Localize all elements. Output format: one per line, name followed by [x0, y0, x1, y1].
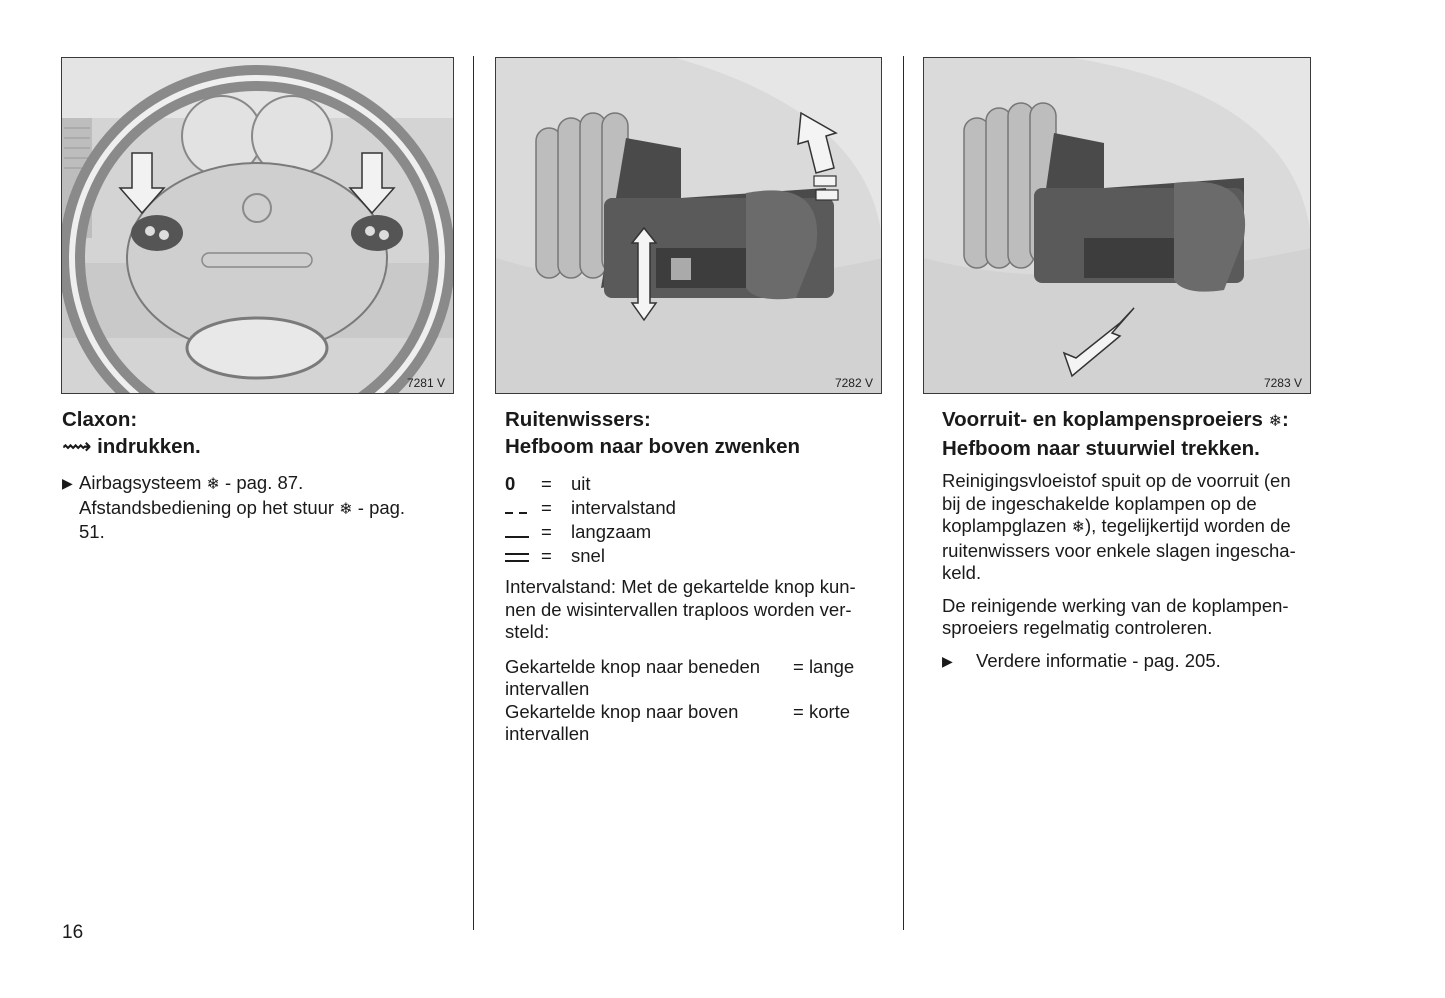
- paragraph-line: bij de ingeschakelde koplampen op de: [942, 492, 1257, 514]
- washers-heading: Voorruit- en koplampensproeiers ❄: Hefboom naar stuurwiel trekken.: [942, 406, 1322, 462]
- page-number: 16: [62, 922, 84, 943]
- interval-line: Intervalstand: Met de gekartelde knop kun-: [505, 576, 856, 597]
- paragraph-line: De reinigende werking van de koplampen-: [942, 594, 1289, 616]
- bullet-text: Verdere informatie - pag. 205.: [976, 649, 1221, 671]
- legend-eq: =: [541, 472, 552, 494]
- column-washers: [942, 406, 1322, 672]
- option-snowflake-icon: ❄: [1268, 413, 1282, 430]
- bullet-text: - pag.: [357, 496, 406, 518]
- legend-symbol: [505, 497, 541, 520]
- legend-eq: =: [541, 520, 552, 542]
- interval-row: [505, 701, 890, 746]
- interval-label: Gekartelde knop naar boven: [505, 700, 739, 722]
- washers-subtitle: Hefboom naar stuurwiel trekken.: [942, 437, 1260, 460]
- figure-code: 7282 V: [834, 376, 873, 390]
- legend-symbol: [505, 521, 541, 544]
- interval-value: = korte: [793, 700, 851, 722]
- horn-action: indrukken.: [97, 435, 201, 458]
- interval-label: Gekartelde knop naar beneden: [505, 655, 761, 677]
- single-line-icon: [505, 536, 529, 538]
- paragraph-line: koplampglazen: [942, 515, 1067, 536]
- wipers-title: Ruitenwissers:: [505, 408, 651, 431]
- figure-steering-wheel: [61, 57, 454, 394]
- horn-icon: ⟿: [62, 435, 92, 458]
- paragraph-line: keld.: [942, 562, 982, 583]
- wiper-lever-illustration: [496, 58, 882, 394]
- option-snowflake-icon: ❄: [339, 500, 353, 518]
- legend-eq: =: [541, 544, 552, 566]
- interval-paragraph: [505, 576, 890, 644]
- bullet-arrow-icon: ▶: [942, 652, 953, 669]
- legend-text: uit: [571, 472, 591, 494]
- dashed-line-icon: [505, 512, 529, 514]
- legend-row: [505, 496, 890, 520]
- paragraph-line: Reinigingsvloeistof spuit op de voorruit (en: [942, 470, 1291, 491]
- paragraph-line: ruitenwissers voor enkele slagen ingescha-: [942, 539, 1296, 561]
- interval-table: [505, 656, 890, 746]
- figure-wiper-lever-up: [495, 57, 882, 394]
- legend-text: langzaam: [571, 520, 652, 542]
- legend-eq: =: [541, 496, 552, 518]
- washers-title: Voorruit- en koplampensproeiers: [942, 408, 1263, 431]
- legend-symbol: [505, 545, 541, 568]
- figure-code: 7283 V: [1263, 376, 1302, 390]
- wipers-heading: [505, 406, 890, 460]
- legend-symbol: 0: [505, 472, 516, 494]
- double-line-icon: [505, 553, 529, 562]
- paragraph-line: sproeiers regelmatig controleren.: [942, 617, 1213, 638]
- horn-title: Claxon:: [62, 408, 138, 431]
- column-divider-1: [473, 56, 474, 930]
- legend-row: [505, 544, 890, 568]
- horn-heading: [62, 406, 452, 460]
- bullet-text: Airbagsysteem: [79, 472, 202, 493]
- paragraph-line: ), tegelijkertijd worden de: [1085, 515, 1291, 536]
- legend-text: intervalstand: [571, 496, 676, 518]
- legend-row: [505, 472, 890, 496]
- interval-row: [505, 656, 890, 701]
- figure-code: 7281 V: [406, 376, 445, 390]
- column-horn: [62, 406, 452, 544]
- interval-cont: intervallen: [505, 723, 590, 744]
- column-wipers: [505, 406, 890, 746]
- interval-line: steld:: [505, 621, 550, 642]
- bullet-text: - pag. 87.: [225, 472, 304, 493]
- figure-wiper-lever-pull: [923, 57, 1311, 394]
- bullet-text: 51.: [79, 521, 105, 542]
- washer-lever-illustration: [924, 58, 1311, 394]
- column-divider-2: [903, 56, 904, 930]
- bullet-arrow-icon: ▶: [62, 475, 73, 491]
- bullet-text: Afstandsbediening op het stuur: [79, 496, 335, 518]
- interval-line: nen de wisintervallen traploos worden ver-: [505, 598, 852, 620]
- legend-text: snel: [571, 544, 605, 566]
- washers-paragraph-2: [942, 595, 1322, 640]
- legend-row: [505, 520, 890, 544]
- washers-bullet: [942, 650, 1322, 673]
- option-snowflake-icon: ❄: [206, 476, 220, 493]
- wiper-legend: [505, 472, 890, 568]
- washers-paragraph-1: [942, 470, 1322, 585]
- option-snowflake-icon: ❄: [1071, 519, 1085, 536]
- interval-cont: intervallen: [505, 678, 590, 699]
- interval-value: = lange: [793, 655, 855, 677]
- horn-bullet: [62, 472, 452, 544]
- wipers-subtitle: Hefboom naar boven zwenken: [505, 435, 801, 458]
- steering-wheel-illustration: [62, 58, 454, 394]
